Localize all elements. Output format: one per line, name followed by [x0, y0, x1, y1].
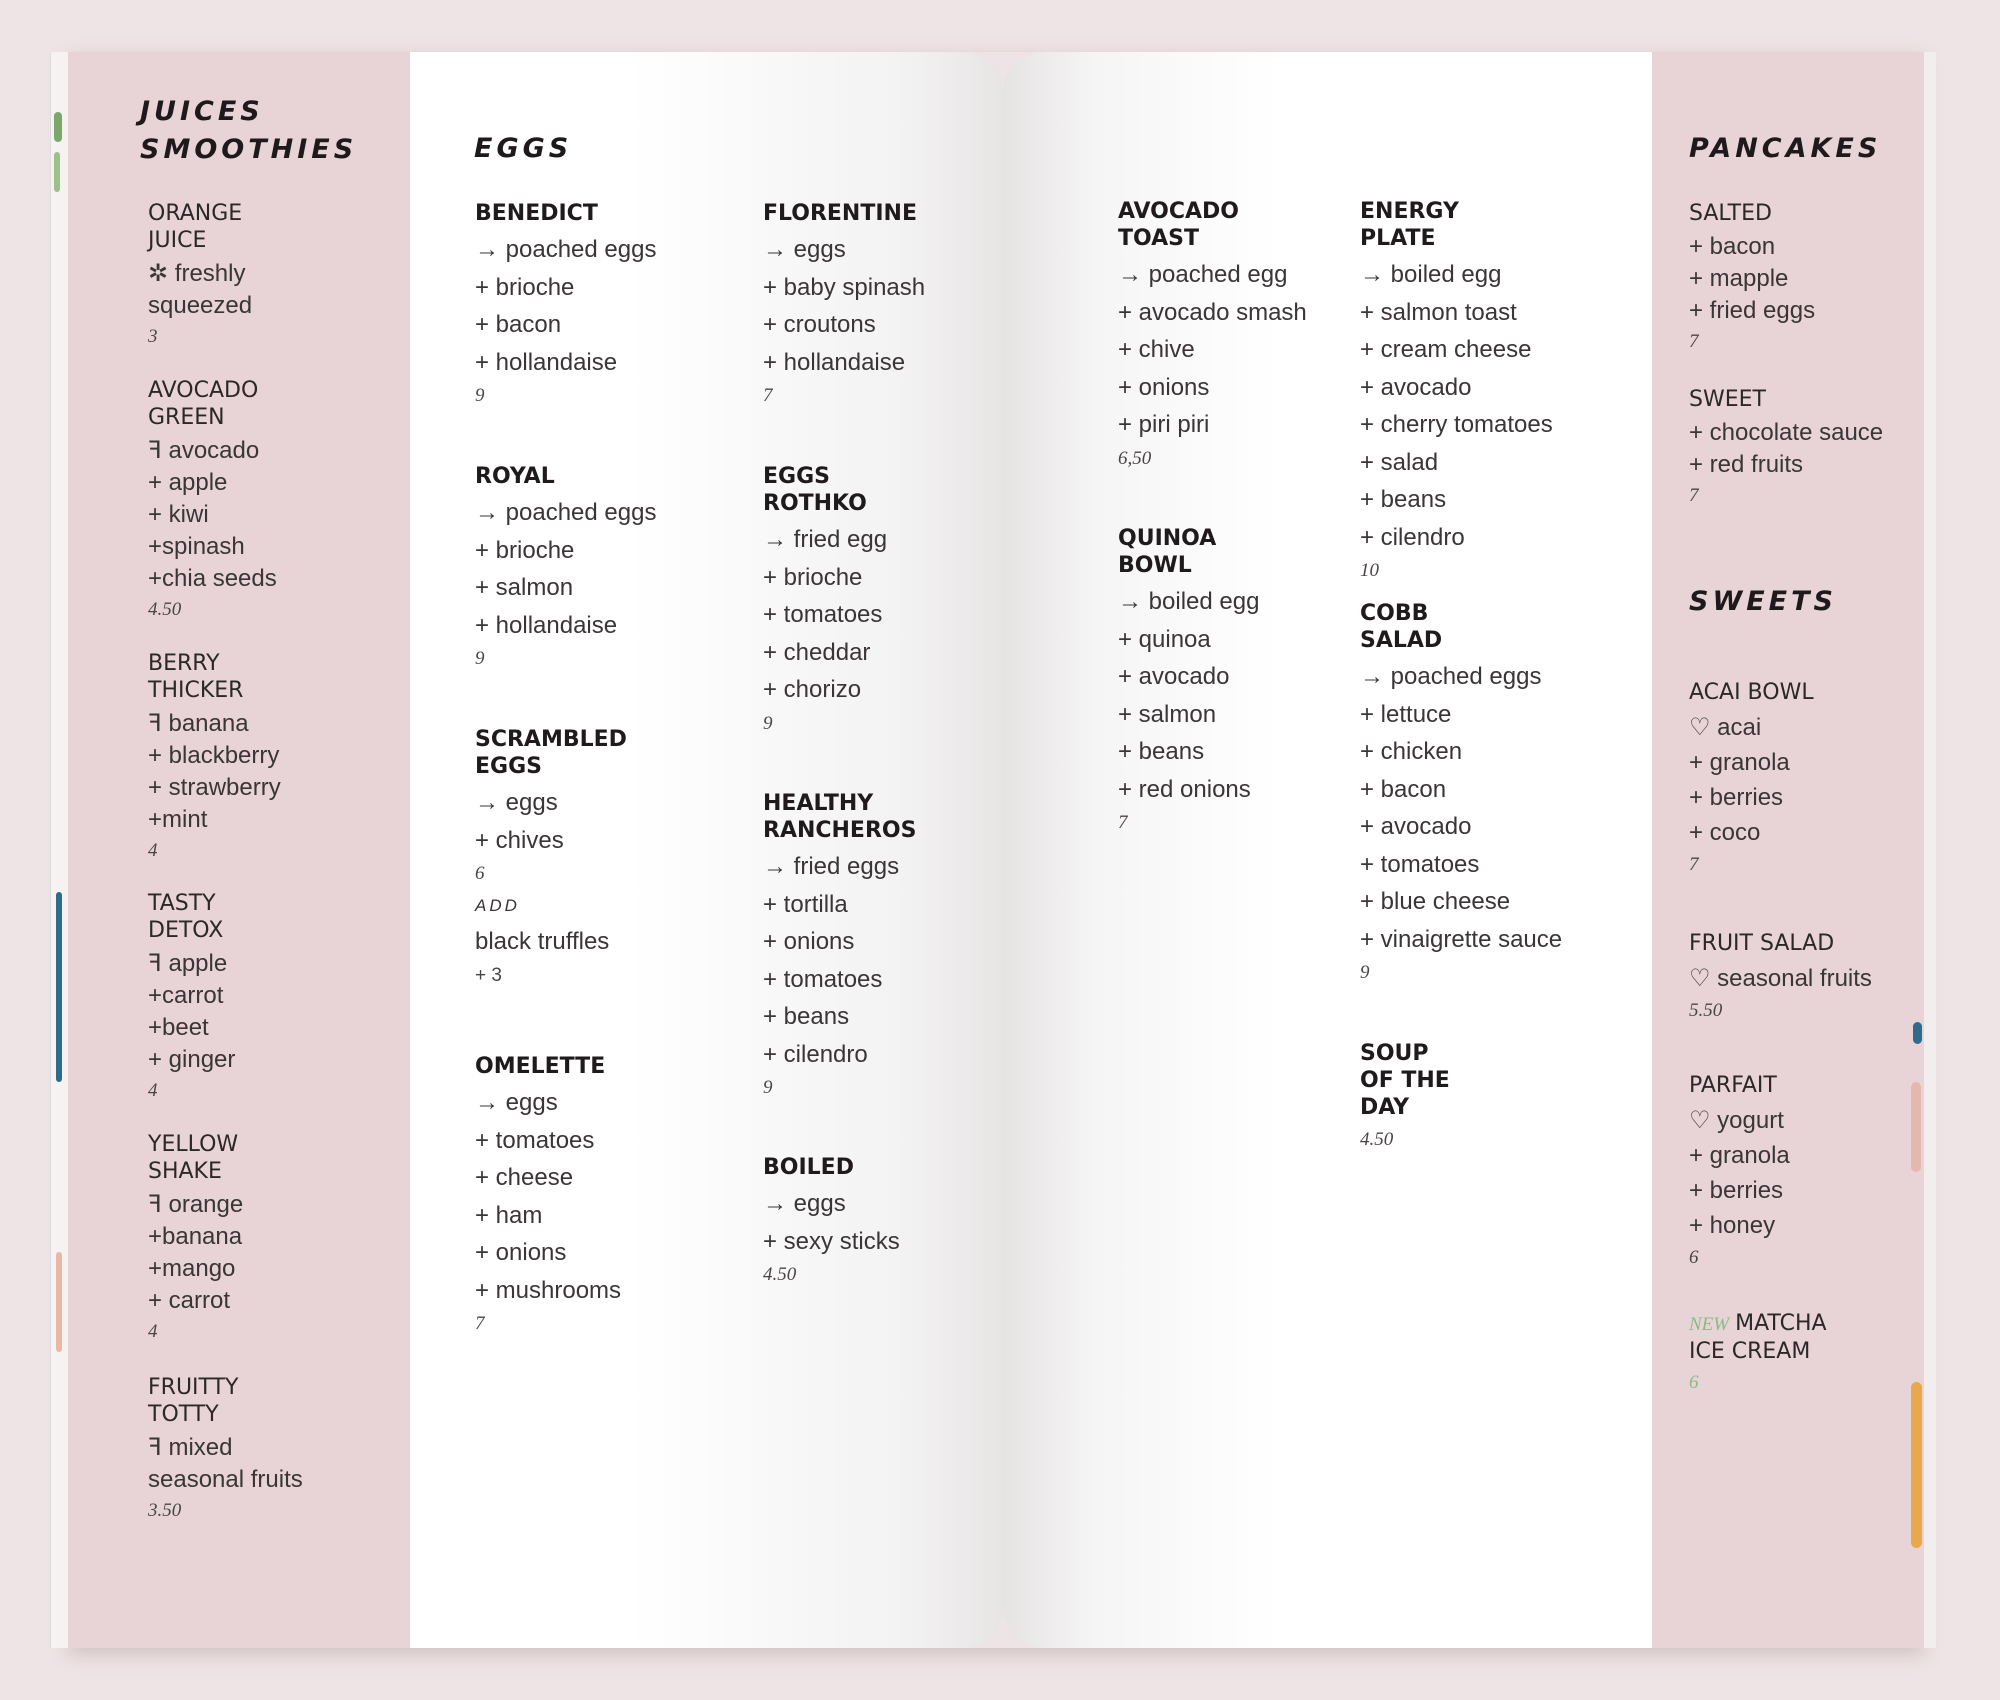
item-name-line: HEALTHY — [763, 791, 874, 816]
menu-item — [1689, 386, 1883, 511]
ingredient-list — [1689, 710, 1814, 850]
item-name-line: BOWL — [1118, 553, 1192, 578]
item-name-line: DETOX — [148, 918, 224, 943]
item-name-line: OMELETTE — [475, 1054, 606, 1079]
ingredient: → eggs — [475, 789, 558, 816]
ingredient: + croutons — [763, 311, 876, 338]
ingredient: + hollandaise — [475, 348, 618, 376]
item-name-line: BENEDICT — [475, 201, 598, 226]
item-name-line: BOILED — [763, 1155, 854, 1180]
ingredient: +beet — [148, 1014, 209, 1041]
ingredient: +carrot — [148, 982, 224, 1009]
paint-stroke-decoration — [56, 1252, 62, 1352]
menu-item — [475, 200, 656, 411]
ingredient: + chives — [475, 826, 564, 854]
ingredient: + bacon — [1360, 775, 1447, 803]
ingredient-list — [148, 948, 235, 1076]
item-name-line: ORANGE — [148, 201, 243, 226]
item-name — [1689, 386, 1883, 413]
ingredient: + coco — [1689, 819, 1761, 846]
item-price: 9 — [763, 712, 773, 734]
ingredient: + red fruits — [1689, 451, 1804, 478]
item-price: 6,50 — [1118, 447, 1152, 469]
item-name-line: AVOCADO — [1118, 199, 1240, 224]
ingredient: squeezed — [148, 292, 253, 319]
ingredient-list — [763, 521, 887, 709]
ingredient-list — [475, 784, 627, 859]
item-name — [475, 726, 627, 780]
ingredient: → fried eggs — [763, 853, 900, 880]
item-name-line: QUINOA — [1118, 526, 1217, 551]
menu-item — [148, 890, 235, 1106]
paint-stroke-decoration — [1911, 1382, 1922, 1548]
ingredient: ♡ yogurt — [1689, 1107, 1784, 1134]
item-name — [763, 200, 925, 227]
item-price: 4.50 — [1360, 1129, 1394, 1150]
ingredient: + piri piri — [1118, 411, 1210, 438]
item-price: 7 — [763, 385, 773, 406]
special-price: 6 — [1689, 1372, 1699, 1393]
special-item — [1689, 1310, 1827, 1401]
item-name — [148, 377, 277, 431]
ingredient: +banana — [148, 1223, 243, 1250]
ingredient: + carrot — [148, 1287, 231, 1314]
item-price: 3 — [148, 326, 158, 347]
ingredient: ꟻ mixed — [148, 1434, 233, 1461]
item-price: 9 — [475, 648, 485, 669]
item-name-line: COBB — [1360, 601, 1429, 626]
add-on-item: black truffles — [475, 928, 610, 955]
ingredient: + avocado — [1360, 813, 1472, 840]
ingredient: + quinoa — [1118, 625, 1211, 653]
item-name-line: SCRAMBLED — [475, 727, 627, 752]
menu-item — [1360, 1040, 1450, 1155]
ingredient: → fried egg — [763, 526, 888, 553]
item-name-line: DAY — [1360, 1095, 1410, 1120]
item-name-line: YELLOW — [148, 1132, 239, 1157]
item-name — [1360, 198, 1553, 252]
item-name-line: BERRY — [148, 651, 220, 676]
ingredient: +mint — [148, 806, 208, 833]
ingredient-list — [148, 708, 281, 836]
item-name-line: THICKER — [148, 678, 244, 703]
item-name — [148, 890, 235, 944]
menu-item — [148, 377, 277, 625]
menu-item — [1689, 930, 1872, 1026]
ingredient: + brioche — [475, 273, 575, 301]
ingredient: ꟻ banana — [148, 710, 249, 737]
ingredient: + baby spinash — [763, 273, 926, 301]
ingredient: + hollandaise — [475, 611, 618, 639]
item-name-line: JUICE — [148, 228, 207, 253]
item-name-line: TOTTY — [148, 1402, 219, 1427]
item-name — [475, 200, 656, 227]
item-name — [1689, 200, 1815, 227]
menu-item — [1689, 679, 1814, 880]
menu-item — [1689, 200, 1815, 357]
ingredient-list — [1689, 961, 1872, 996]
item-price: 4.50 — [763, 1264, 797, 1285]
item-name — [475, 463, 656, 490]
menu-item — [475, 463, 656, 674]
ingredient: seasonal fruits — [148, 1466, 303, 1493]
ingredient: + vinaigrette sauce — [1360, 925, 1563, 953]
ingredient: +spinash — [148, 533, 245, 560]
ingredient: + cilendro — [1360, 523, 1465, 551]
item-price: 6 — [475, 863, 485, 884]
item-name — [148, 200, 252, 254]
ingredient: + beans — [1360, 486, 1447, 513]
ingredient: + granola — [1689, 749, 1790, 776]
ingredient: + mushrooms — [475, 1276, 622, 1304]
item-name — [763, 790, 916, 844]
ingredient: + fried eggs — [1689, 297, 1816, 324]
item-price: 9 — [1360, 962, 1370, 983]
ingredient: + chocolate sauce — [1689, 419, 1884, 446]
menu-item — [148, 650, 281, 866]
ingredient: + avocado — [1360, 373, 1472, 401]
ingredient: + sexy sticks — [763, 1227, 900, 1255]
pancakes-heading — [1689, 130, 1881, 168]
paint-stroke-decoration — [1913, 1022, 1922, 1044]
menu-item — [1118, 198, 1307, 474]
eggs-heading-line: EGGS — [474, 133, 573, 164]
ingredient: + red onions — [1118, 775, 1251, 803]
ingredient: + blue cheese — [1360, 888, 1511, 915]
ingredient: ꟻ orange — [148, 1191, 244, 1218]
ingredient: + cherry tomatoes — [1360, 411, 1553, 438]
ingredient: + beans — [1118, 738, 1205, 765]
ingredient-list — [1360, 256, 1553, 556]
ingredient-list — [763, 848, 916, 1073]
item-price: 4.50 — [148, 599, 182, 620]
ingredient: ♡ acai — [1689, 714, 1762, 741]
menu-book — [68, 52, 1924, 1648]
menu-item — [148, 200, 252, 352]
ingredient: → boiled egg — [1118, 588, 1260, 615]
item-name — [763, 1154, 900, 1181]
page-stack-right — [1922, 52, 1936, 1648]
ingredient: ꟻ avocado — [148, 437, 260, 464]
new-badge: NEW — [1689, 1314, 1730, 1335]
menu-item — [148, 1131, 243, 1347]
ingredient: → poached eggs — [1360, 663, 1542, 690]
paint-stroke-decoration — [56, 892, 62, 1082]
ingredient: + lettuce — [1360, 700, 1452, 728]
ingredient: + strawberry — [148, 774, 281, 801]
paint-stroke-decoration — [1911, 1082, 1921, 1172]
ingredient: + berries — [1689, 784, 1784, 811]
item-name — [148, 1374, 303, 1428]
item-price: 4 — [148, 1080, 158, 1101]
menu-item — [1689, 1072, 1790, 1273]
ingredient: + apple — [148, 469, 228, 496]
special-name — [1689, 1310, 1827, 1338]
item-name-line: SALAD — [1360, 628, 1443, 653]
ingredient: + chicken — [1360, 738, 1463, 765]
item-name-line: AVOCADO — [148, 378, 259, 403]
ingredient: + bacon — [1689, 233, 1776, 260]
eggs-heading — [474, 130, 572, 168]
item-name-line: ROYAL — [475, 464, 555, 489]
item-name-line: SOUP — [1360, 1041, 1429, 1066]
ingredient: + kiwi — [148, 501, 209, 528]
ingredient: + beans — [763, 1003, 850, 1030]
item-name — [148, 650, 281, 704]
item-name-line: OF THE — [1360, 1068, 1450, 1093]
menu-item — [475, 726, 627, 991]
item-price: 10 — [1360, 560, 1379, 581]
item-price: 7 — [475, 1313, 485, 1334]
ingredient: + hollandaise — [763, 348, 906, 376]
ingredient-list — [763, 1185, 900, 1260]
item-price: 9 — [763, 1077, 773, 1098]
item-name-line: EGGS — [763, 464, 830, 489]
menu-item — [148, 1374, 303, 1526]
ingredient: + chorizo — [763, 676, 862, 703]
ingredient: + cilendro — [763, 1040, 868, 1068]
ingredient: → poached eggs — [475, 236, 657, 263]
item-name-line: EGGS — [475, 754, 542, 779]
ingredient-list — [475, 494, 656, 644]
ingredient-list — [763, 231, 925, 381]
ingredient: + onions — [1118, 373, 1210, 401]
item-name — [1118, 525, 1259, 579]
ingredient: → poached eggs — [475, 499, 657, 526]
item-price: 3.50 — [148, 1500, 182, 1521]
ingredient: + onions — [475, 1239, 567, 1266]
menu-item — [475, 1053, 621, 1339]
sweets-heading-line: SWEETS — [1689, 586, 1837, 617]
ingredient: + blackberry — [148, 742, 280, 769]
item-price: 7 — [1689, 854, 1699, 875]
paint-stroke-decoration — [54, 112, 62, 142]
item-name-line: ENERGY — [1360, 199, 1459, 224]
ingredient-list — [475, 1084, 621, 1309]
ingredient-list — [148, 1189, 243, 1317]
ingredient: + tomatoes — [763, 601, 883, 628]
item-price: 9 — [475, 385, 485, 406]
ingredient: + ham — [475, 1201, 543, 1229]
ingredient: + avocado — [1118, 663, 1230, 690]
add-on-price: + 3 — [475, 964, 502, 986]
item-name-line: ROTHKO — [763, 491, 867, 516]
item-name-line: TASTY — [148, 891, 216, 916]
ingredient: + chive — [1118, 336, 1195, 363]
item-name-line: PLATE — [1360, 226, 1436, 251]
juices-heading-line: SMOOTHIES — [140, 134, 358, 165]
item-price: 4 — [148, 840, 158, 861]
ingredient: ꟻ apple — [148, 950, 228, 977]
item-price: 4 — [148, 1321, 158, 1342]
menu-item — [763, 1154, 900, 1290]
ingredient: + tomatoes — [475, 1126, 595, 1154]
ingredient: +chia seeds — [148, 565, 277, 592]
item-name — [1360, 600, 1562, 654]
menu-item — [1360, 198, 1553, 586]
item-name — [1360, 1040, 1450, 1121]
ingredient: + tortilla — [763, 890, 848, 918]
item-name — [1689, 679, 1814, 706]
item-price: 7 — [1689, 485, 1699, 506]
ingredient: + salmon toast — [1360, 298, 1517, 326]
item-name-line: SALTED — [1689, 201, 1772, 226]
ingredient: + brioche — [763, 563, 863, 591]
item-name-line: SHAKE — [148, 1159, 222, 1184]
pancakes-heading-line: PANCAKES — [1689, 133, 1882, 164]
item-name-line: SWEET — [1689, 387, 1766, 412]
ingredient: + tomatoes — [763, 965, 883, 993]
ingredient: + ginger — [148, 1046, 236, 1073]
ingredient: + granola — [1689, 1142, 1790, 1169]
ingredient: + bacon — [475, 311, 562, 338]
item-name-line: ACAI BOWL — [1689, 680, 1814, 705]
item-name-line: TOAST — [1118, 226, 1199, 251]
special-name-line: MATCHA — [1735, 1311, 1827, 1336]
ingredient: + cheese — [475, 1164, 574, 1191]
ingredient: + salad — [1360, 448, 1439, 476]
item-name-line: FLORENTINE — [763, 201, 917, 226]
ingredient-list — [1118, 583, 1259, 808]
paint-stroke-decoration — [54, 152, 60, 192]
ingredient: + cheddar — [763, 638, 871, 666]
item-price: 7 — [1689, 331, 1699, 352]
item-name-line: FRUIT SALAD — [1689, 931, 1835, 956]
ingredient: + onions — [763, 928, 855, 955]
item-name — [1689, 1072, 1790, 1099]
item-name — [1689, 930, 1872, 957]
ingredient: ✲ freshly — [148, 260, 246, 287]
menu-item — [1360, 600, 1562, 988]
juices-heading-line: JUICES — [140, 96, 264, 127]
item-name-line: PARFAIT — [1689, 1073, 1777, 1098]
ingredient: → eggs — [475, 1089, 558, 1116]
ingredient: → poached egg — [1118, 261, 1288, 288]
ingredient-list — [1689, 231, 1815, 327]
menu-item — [1118, 525, 1259, 838]
item-name — [475, 1053, 621, 1080]
ingredient: + tomatoes — [1360, 850, 1480, 878]
ingredient: + cream cheese — [1360, 336, 1532, 363]
item-name — [1118, 198, 1307, 252]
ingredient-list — [148, 1432, 303, 1496]
ingredient-list — [1360, 658, 1562, 958]
ingredient-list — [148, 435, 277, 595]
ingredient-list — [1118, 256, 1307, 444]
ingredient-list — [1689, 417, 1883, 481]
item-name-line: GREEN — [148, 405, 225, 430]
item-name-line: RANCHEROS — [763, 818, 917, 843]
ingredient-list — [475, 231, 656, 381]
add-on-label: ADD — [475, 896, 520, 915]
item-price: 6 — [1689, 1247, 1699, 1268]
ingredient-list — [148, 258, 252, 322]
menu-item — [763, 790, 916, 1103]
ingredient: + avocado smash — [1118, 298, 1307, 326]
special-name-line: ICE CREAM — [1689, 1339, 1811, 1364]
ingredient: + salmon — [1118, 700, 1217, 728]
ingredient: ♡ seasonal fruits — [1689, 965, 1872, 992]
menu-item — [763, 200, 925, 411]
sweets-heading — [1689, 583, 1837, 621]
ingredient: → boiled egg — [1360, 261, 1502, 288]
ingredient: + honey — [1689, 1212, 1776, 1239]
item-price: 7 — [1118, 812, 1128, 833]
ingredient: + berries — [1689, 1177, 1784, 1204]
ingredient: → eggs — [763, 1190, 846, 1217]
item-name — [148, 1131, 243, 1185]
ingredient-list — [1689, 1103, 1790, 1243]
ingredient: + brioche — [475, 536, 575, 564]
juices-heading — [140, 93, 357, 169]
menu-item — [763, 463, 887, 739]
item-name-line: FRUITTY — [148, 1375, 239, 1400]
ingredient: +mango — [148, 1255, 236, 1282]
item-name — [763, 463, 887, 517]
ingredient: + salmon — [475, 574, 574, 601]
ingredient: + mapple — [1689, 265, 1789, 292]
ingredient: → eggs — [763, 236, 846, 263]
item-price: 5.50 — [1689, 1000, 1723, 1021]
